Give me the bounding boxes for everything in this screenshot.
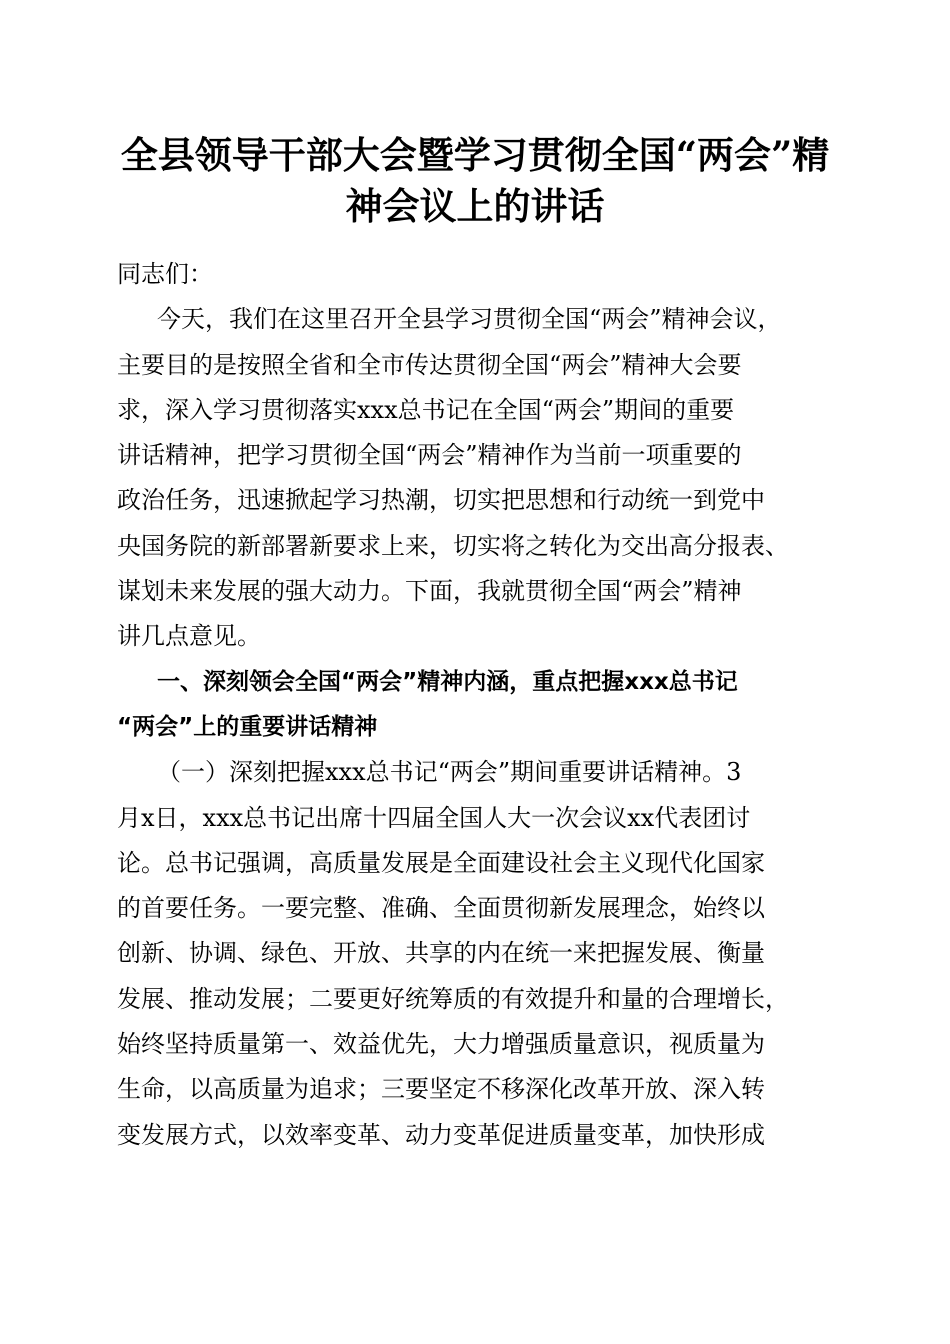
body-line: 变发展方式，以效率变革、动力变革促进质量变革，加快形成 <box>117 1120 765 1149</box>
body-line: 创新、协调、绿色、开放、共享的内在统一来把握发展、衡量 <box>117 939 765 968</box>
body-line: 的首要任务。一要完整、准确、全面贯彻新发展理念，始终以 <box>117 894 765 923</box>
body-line: 今天，我们在这里召开全县学习贯彻全国“两会”精神会议， <box>157 305 782 334</box>
body-line: 发展、推动发展；二要更好统筹质的有效提升和量的合理增长， <box>117 984 789 1013</box>
body-line: 讲几点意见。 <box>117 622 261 651</box>
body-line: 谋划未来发展的强大动力。下面，我就贯彻全国“两会”精神 <box>117 577 742 606</box>
body-line: （一）深刻把握xxx总书记“两会”期间重要讲话精神。3 <box>157 758 742 787</box>
section-heading: “两会”上的重要讲话精神 <box>117 713 378 740</box>
body-line: 政治任务，迅速掀起学习热潮，切实把思想和行动统一到党中 <box>117 486 765 515</box>
title-line-1: 全县领导干部大会暨学习贯彻全国“两会”精 <box>120 133 830 177</box>
salutation: 同志们： <box>117 260 213 288</box>
body-line: 主要目的是按照全省和全市传达贯彻全国“两会”精神大会要 <box>117 350 742 379</box>
body-line: 讲话精神，把学习贯彻全国“两会”精神作为当前一项重要的 <box>117 441 742 470</box>
body-line: 论。总书记强调，高质量发展是全面建设社会主义现代化国家 <box>117 848 765 877</box>
document-body <box>117 252 847 1158</box>
section-heading: 一、深刻领会全国“两会”精神内涵，重点把握xxx总书记 <box>157 668 738 695</box>
document-title <box>100 130 850 232</box>
body-line: 始终坚持质量第一、效益优先，大力增强质量意识，视质量为 <box>117 1030 765 1059</box>
body-line: 求，深入学习贯彻落实xxx总书记在全国“两会”期间的重要 <box>117 395 735 424</box>
body-line: 生命，以高质量为追求；三要坚定不移深化改革开放、深入转 <box>117 1075 765 1104</box>
title-line-2: 神会议上的讲话 <box>345 184 605 228</box>
body-line: 月x日，xxx总书记出席十四届全国人大一次会议xx代表团讨 <box>117 803 751 832</box>
body-line: 央国务院的新部署新要求上来，切实将之转化为交出高分报表、 <box>117 531 789 560</box>
